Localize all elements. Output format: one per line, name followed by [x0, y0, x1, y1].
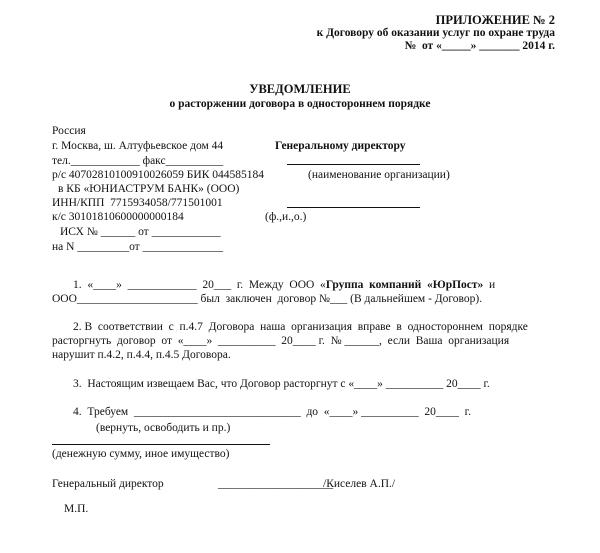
- company-name: Группа компаний «ЮрПост»: [325, 279, 484, 291]
- sender-phone-fax: тел.____________ факс__________: [52, 155, 224, 167]
- sender-corr-account: к/с 30101810600000000184: [52, 211, 184, 223]
- sender-outgoing-number: ИСХ № ______ от ____________: [60, 226, 221, 238]
- appendix-line-number-date: № от «_____» _______ 2014 г.: [404, 40, 555, 52]
- paragraph-4-sum-underline: [52, 444, 270, 445]
- sender-bank: в КБ «ЮНИАСТРУМ БАНК» (ООО): [58, 183, 240, 195]
- signature-position: Генеральный директор: [52, 478, 164, 490]
- recipient-name-caption: (ф.,и.,о.): [265, 211, 307, 223]
- sender-incoming-number: на N _________от ______________: [52, 241, 224, 253]
- sender-inn-kpp: ИНН/КПП 7715934058/771501001: [52, 197, 223, 209]
- paragraph-1-text: 1. «____» ____________ 20___ г. Между ООО «: [73, 279, 326, 291]
- notice-title: УВЕДОМЛЕНИЕ: [249, 82, 351, 96]
- sender-country: Россия: [52, 125, 86, 137]
- paragraph-3: 3. Настоящим извещаем Вас, что Договор расторгнут с «____» __________ 20____ г.: [73, 378, 490, 390]
- sender-address: г. Москва, ш. Алтуфьевское дом 44: [52, 140, 224, 152]
- stamp-placeholder: М.П.: [64, 503, 89, 515]
- appendix-title: ПРИЛОЖЕНИЕ № 2: [435, 13, 555, 27]
- paragraph-4-caption-action: (вернуть, освободить и пр.): [96, 422, 231, 434]
- paragraph-2-line-3: нарушит п.4.2, п.4.4, п.4.5 Договора.: [52, 349, 231, 361]
- appendix-line-contract: к Договору об оказании услуг по охране труда: [316, 27, 555, 39]
- recipient-org-caption: (наименование организации): [308, 169, 450, 181]
- sender-account: р/с 40702810100910026059 БИК 044585184: [52, 169, 265, 181]
- paragraph-2-line-2: расторгнуть договор от «____» __________ 20____ г. № ______, если Ваша организация: [52, 335, 510, 347]
- signature-name: /Киселев А.П./: [323, 478, 396, 490]
- recipient-name-underline: [287, 207, 420, 208]
- recipient-title-underline: [287, 164, 420, 165]
- signature-line: ____________________: [218, 478, 333, 490]
- paragraph-4-caption-sum: (денежную сумму, иное имущество): [52, 448, 230, 460]
- paragraph-1-tail: и: [483, 279, 496, 291]
- recipient-title: Генеральному директору: [275, 140, 406, 152]
- paragraph-2-line-1: 2. В соответствии с п.4.7 Договора наша организация вправе в одностороннем порядке: [73, 321, 528, 333]
- paragraph-1-line-1: [73, 279, 495, 292]
- paragraph-4: 4. Требуем _____________________________ до «____» __________ 20____ г.: [73, 406, 471, 418]
- notice-subtitle: о расторжении договора в одностороннем порядке: [169, 98, 431, 110]
- paragraph-1-line-2: ООО_____________________ был заключен договор №___ (В дальнейшем - Договор).: [52, 293, 483, 305]
